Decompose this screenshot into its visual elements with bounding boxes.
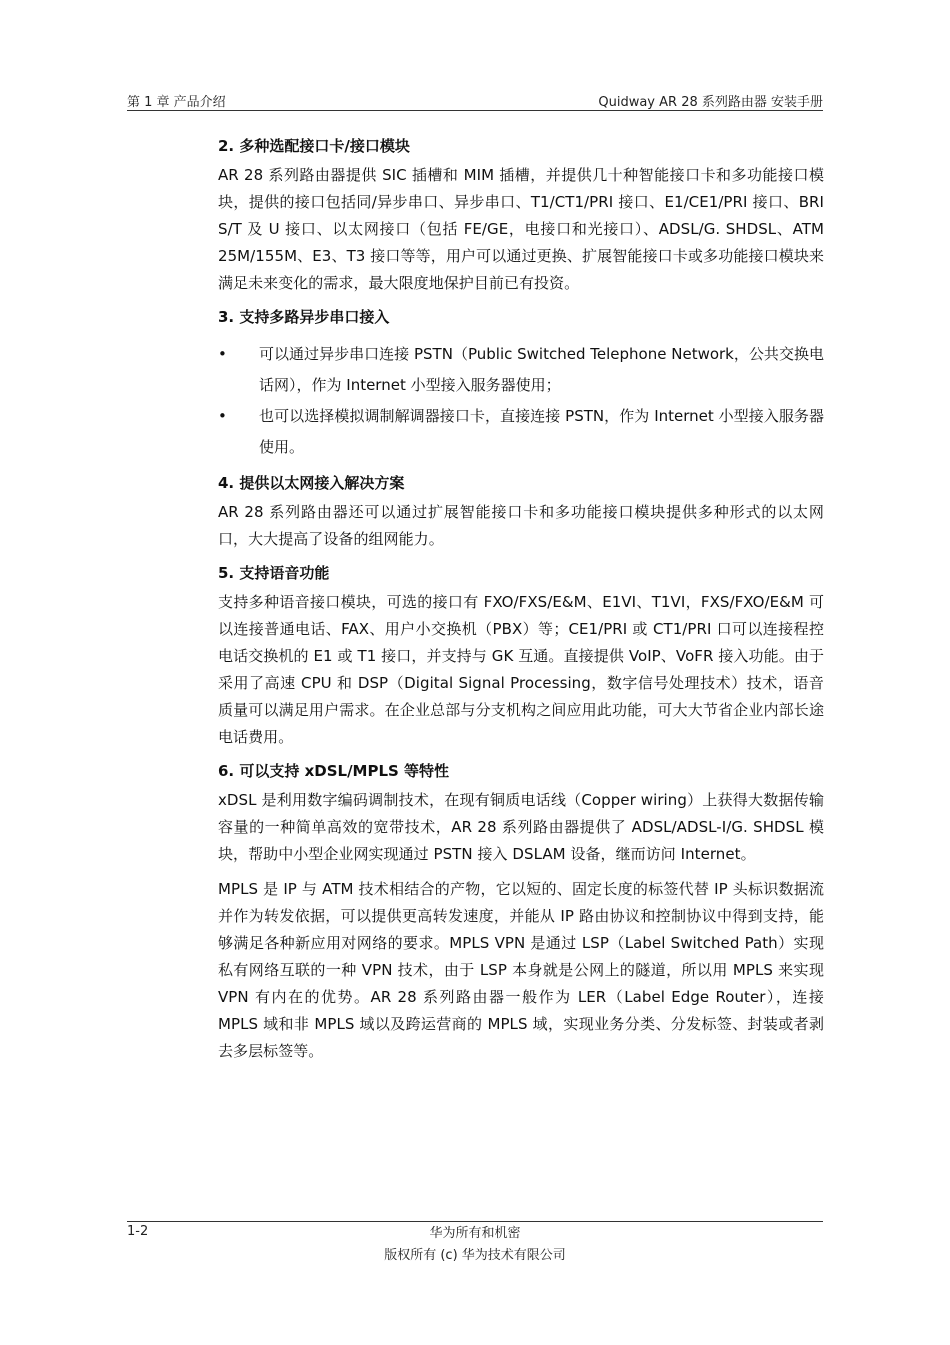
page-number: 1-2 (127, 1224, 149, 1239)
page-header (127, 88, 823, 111)
section-heading: 3. 支持多路异步串口接入 (218, 308, 390, 326)
paragraph: MPLS 是 IP 与 ATM 技术相结合的产物，它以短的、固定长度的标签代替 IP 头标识数据流并作为转发依据，可以提供更高转发速度，并能从 IP 路由协议和控制协议中得到支持，能够满足各种新应用对网络的要求。MPLS VPN 是通过 LSP（Label Switched Path）实现私有网络互联的一种 VPN 技术，由于 LSP 本身就是公网上的隧道，所以用 MPLS 来实现 VPN 有内在的优势。AR 28 系列路由器一般作为 LER（Label Edge Router），连接 MPLS 域和非 MPLS 域以及跨运营商的 MPLS 域，实现业务分类、分发标签、封装或者剥去多层标签等。 (218, 880, 824, 1060)
bullet-icon: • (218, 345, 227, 363)
section-3 (218, 305, 824, 463)
manual-title: Quidway AR 28 系列路由器 安装手册 (598, 95, 823, 110)
list-item (218, 401, 824, 463)
confidential-notice: 华为所有和机密 (429, 1226, 521, 1241)
section-6 (218, 759, 824, 1065)
paragraph: xDSL 是利用数字编码调制技术，在现有铜质电话线（Copper wiring）上获得大数据传输容量的一种简单高效的宽带技术，AR 28 系列路由器提供了 ADSL/ADSL-I/G. SHDSL 模块，帮助中小型企业网实现通过 PSTN 接入 DSLAM 设备，继而访问 Internet。 (218, 791, 824, 863)
list-item-text: 也可以选择模拟调制解调器接口卡，直接连接 PSTN，作为 Internet 小型接入服务器使用。 (259, 407, 824, 456)
copyright-notice: 版权所有 (c) 华为技术有限公司 (384, 1248, 566, 1263)
section-heading: 5. 支持语音功能 (218, 564, 330, 582)
section-heading: 6. 可以支持 xDSL/MPLS 等特性 (218, 762, 450, 780)
paragraph: AR 28 系列路由器提供 SIC 插槽和 MIM 插槽，并提供几十种智能接口卡和多功能接口模块，提供的接口包括同/异步串口、异步串口、T1/CT1/PRI 接口、E1/CE1/PRI 接口、BRI S/T 及 U 接口、以太网接口（包括 FE/GE，电接口和光接口）、ADSL/G. SHDSL、ATM 25M/155M、E3、T3 接口等等，用户可以通过更换、扩展智能接口卡或多功能接口模块来满足未来变化的需求，最大限度地保护目前已有投资。 (218, 166, 824, 292)
section-2 (218, 134, 824, 297)
list-item (218, 339, 824, 401)
section-heading: 4. 提供以太网接入解决方案 (218, 474, 405, 492)
section-5 (218, 561, 824, 751)
bullet-list (218, 339, 824, 463)
chapter-title: 第 1 章 产品介绍 (127, 95, 226, 110)
section-heading: 2. 多种选配接口卡/接口模块 (218, 137, 410, 155)
paragraph: AR 28 系列路由器还可以通过扩展智能接口卡和多功能接口模块提供多种形式的以太网口，大大提高了设备的组网能力。 (218, 503, 824, 548)
page-footer (127, 1221, 823, 1266)
list-item-text: 可以通过异步串口连接 PSTN（Public Switched Telephone Network，公共交换电话网），作为 Internet 小型接入服务器使用； (259, 345, 824, 394)
bullet-icon: • (218, 407, 227, 425)
main-content (218, 134, 824, 1073)
paragraph: 支持多种语音接口模块，可选的接口有 FXO/FXS/E&M、E1VI、T1VI，FXS/FXO/E&M 可以连接普通电话、FAX、用户小交换机（PBX）等；CE1/PRI 或 CT1/PRI 口可以连接程控电话交换机的 E1 或 T1 接口，并支持与 GK 互通。直接提供 VoIP、VoFR 接入功能。由于采用了高速 CPU 和 DSP（Digital Signal Processing，数字信号处理技术）技术，语音质量可以满足用户需求。在企业总部与分支机构之间应用此功能，可大大节省企业内部长途电话费用。 (218, 593, 824, 746)
section-4 (218, 471, 824, 553)
